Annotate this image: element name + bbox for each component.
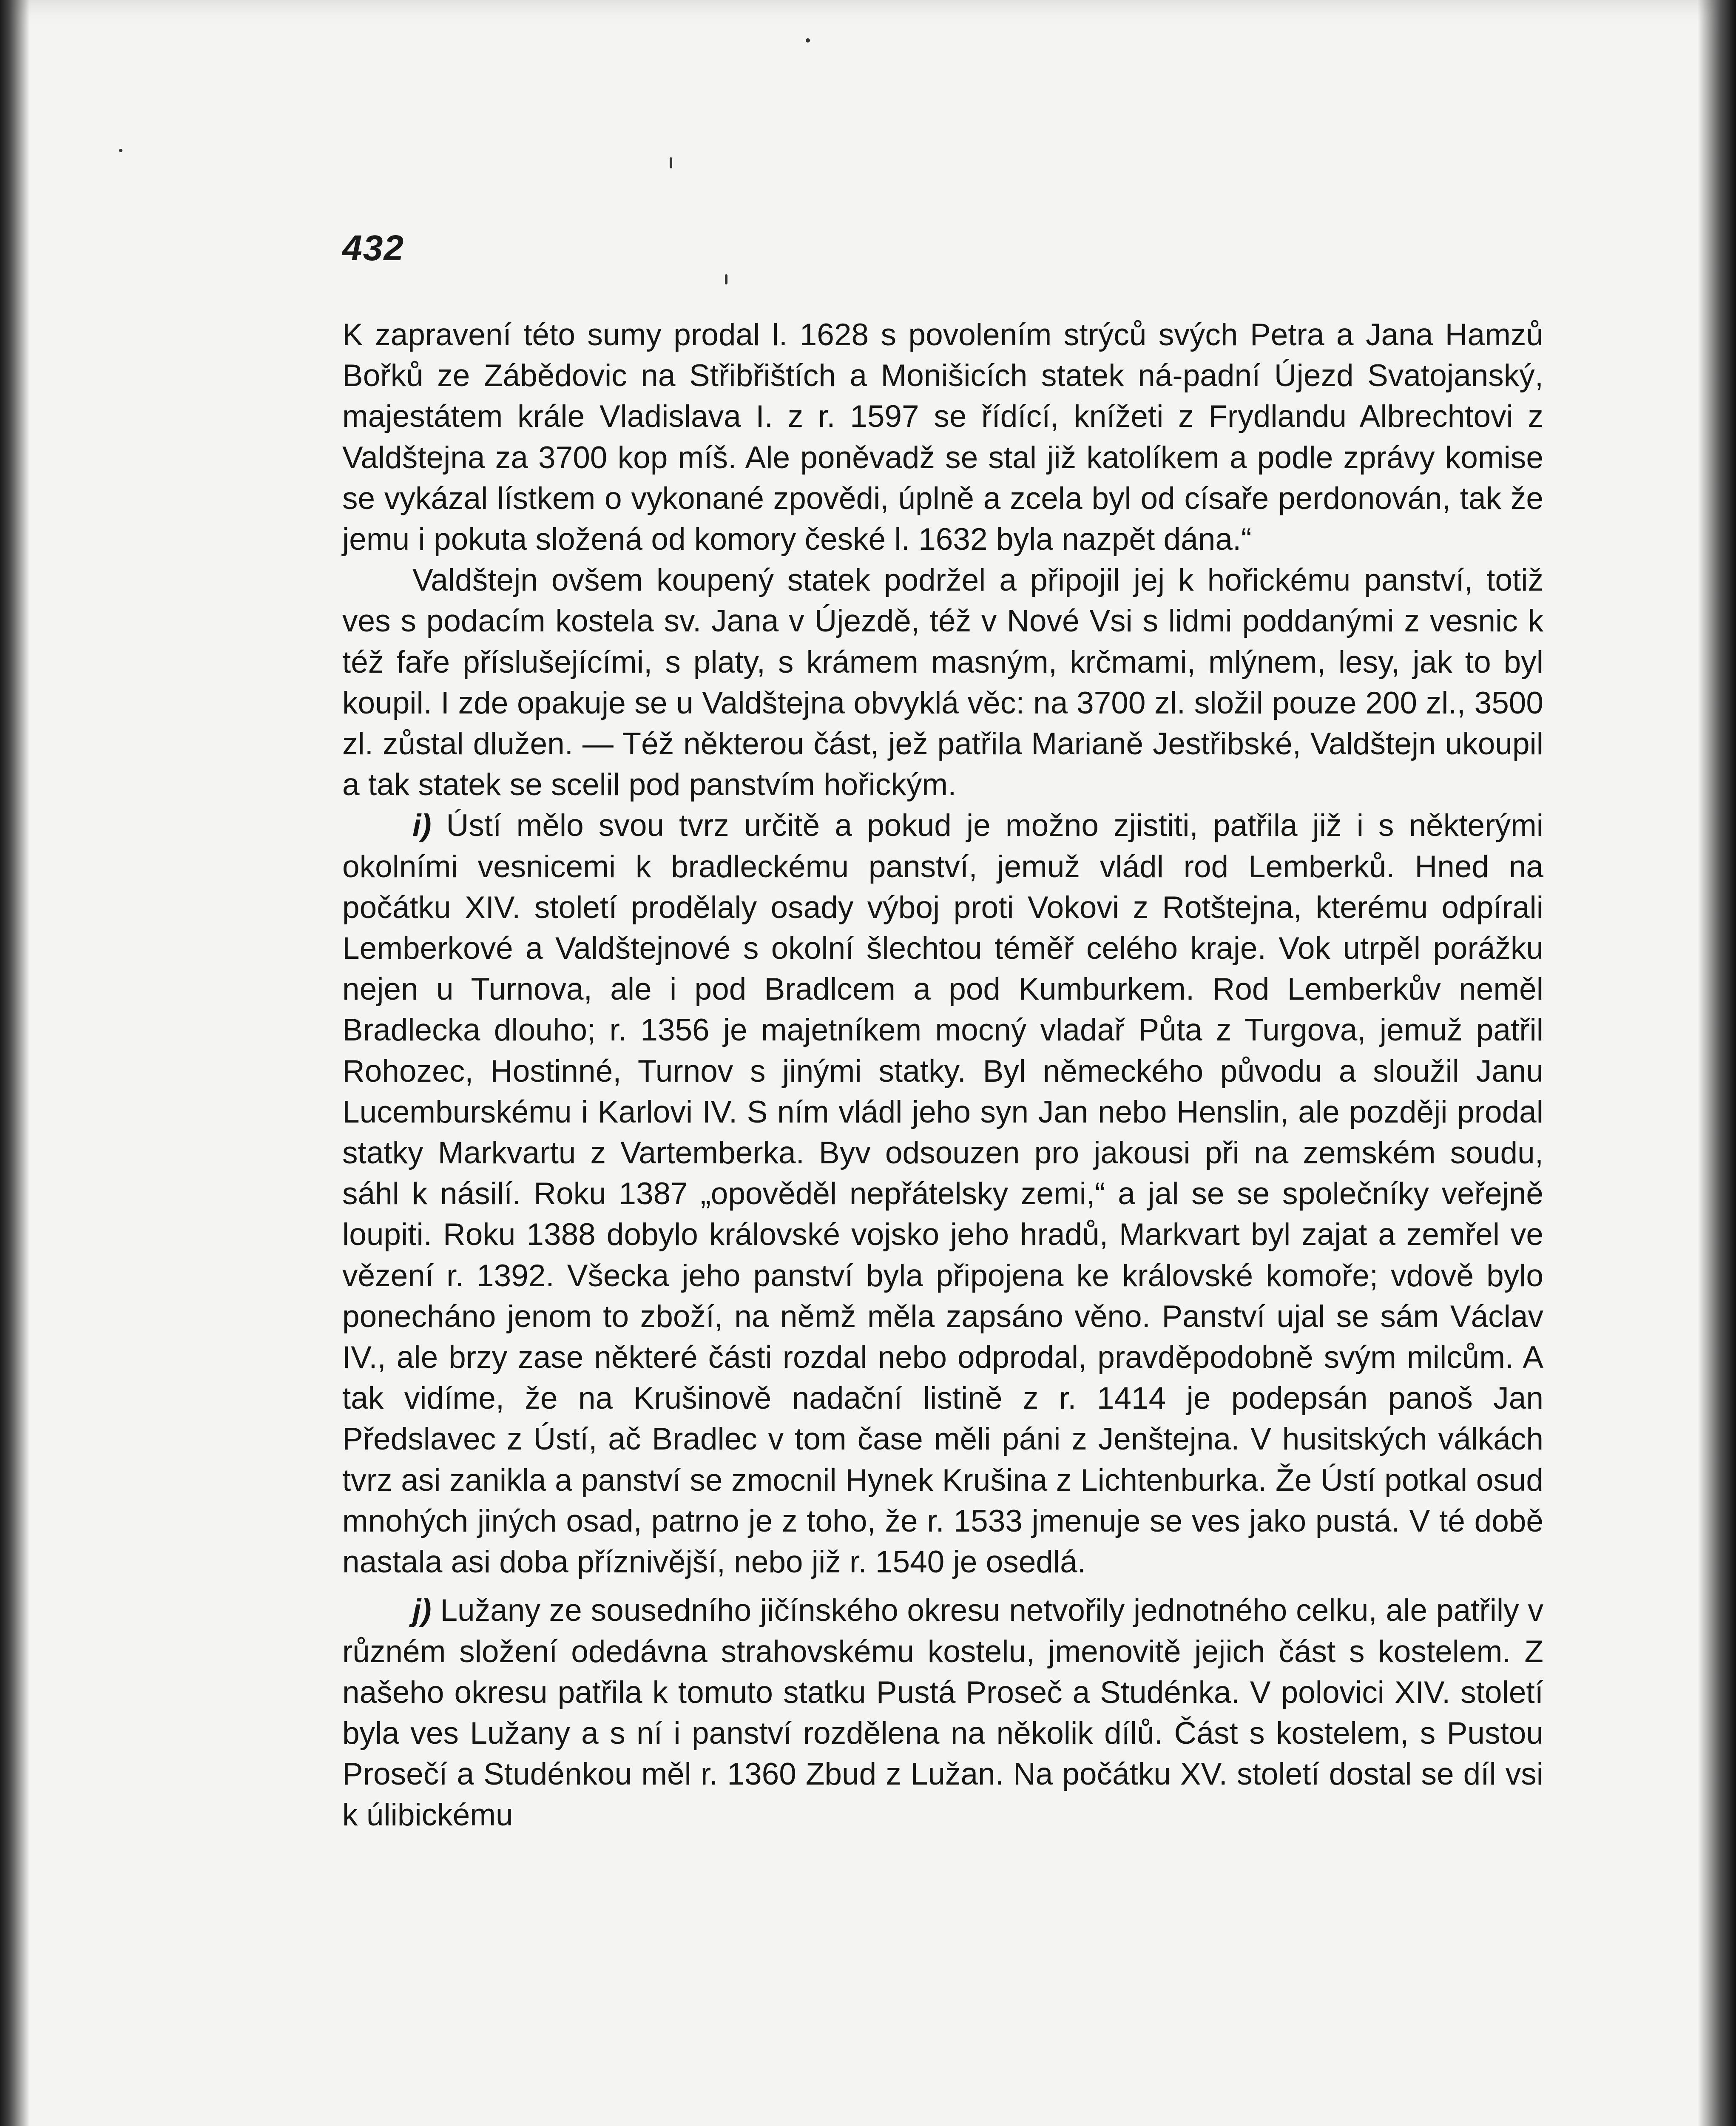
scan-speck <box>806 38 810 43</box>
paragraph-text: K zapravení této sumy prodal l. 1628 s povolením strýců svých Petra a Jana Hamzů Bořků ze Zábědovic na Střibřištích a Monišicích statek ná-padní Újezd Svatojanský, majestátem krále Vladislava I. z r. 1597 se řídící, knížeti z Frydlandu Albrechtovi z Valdštejna za 3700 kop míš. Ale poněvadž se stal již katolíkem a podle zprávy komise se vykázal lístkem o vykonané zpovědi, úplně a zcela byl od císaře perdonován, tak že jemu i pokuta složená od komory české l. 1632 byla nazpět dána.“ <box>342 318 1543 557</box>
section-label: j) <box>412 1593 432 1628</box>
paragraph <box>342 1590 1543 1836</box>
paragraph-text: Valdštejn ovšem koupený statek podržel a připojil jej k hořickému panství, totiž ves s podacím kostela sv. Jana v Újezdě, též v Nové Vsi s lidmi poddanými z vesnic k též faře příslušejícími, s platy, s krámem masným, krčmami, mlýnem, lesy, jak to byl koupil. I zde opakuje se u Valdštejna obvyklá věc: na 3700 zl. složil pouze 200 zl., 3500 zl. zůstal dlužen. — Též některou část, jež patřila Marianě Jestřibské, Valdštejn ukoupil a tak statek se scelil pod panstvím hořickým. <box>342 563 1543 802</box>
scan-edge-left <box>0 0 30 2126</box>
scan-speck <box>119 149 122 152</box>
paragraph <box>342 805 1543 1583</box>
paragraph <box>342 560 1543 805</box>
paragraph-text: Lužany ze sousedního jičínského okresu netvořily jednotného celku, ale patřily v různém složení odedávna strahovskému kostelu, jmenovitě jejich část s kostelem. Z našeho okresu patřila k tomuto statku Pustá Proseč a Studénka. V polovici XIV. století byla ves Lužany a s ní i panství rozdělena na několik dílů. Část s kostelem, s Pustou Prosečí a Studénkou měl r. 1360 Zbud z Lužan. Na počátku XV. století dostal se díl vsi k úlibickému <box>342 1593 1543 1833</box>
section-label: i) <box>412 808 432 843</box>
scan-speck <box>670 157 672 168</box>
paragraph-text: Ústí mělo svou tvrz určitě a pokud je možno zjistiti, patřila již i s některými okolními vesnicemi k bradleckému panství, jemuž vládl rod Lemberků. Hned na počátku XIV. století prodělaly osady výboj proti Vokovi z Rotštejna, kterému odpírali Lemberkové a Valdštejnové s okolní šlechtou téměř celého kraje. Vok utrpěl porážku nejen u Turnova, ale i pod Bradlcem a pod Kumburkem. Rod Lemberkův neměl Bradlecka dlouho; r. 1356 je majetníkem mocný vladař Půta z Turgova, jemuž patřil Rohozec, Hostinné, Turnov s jinými statky. Byl německého původu a sloužil Janu Lucemburskému i Karlovi IV. S ním vládl jeho syn Jan nebo Henslin, ale později prodal statky Markvartu z Vartemberka. Byv odsouzen pro jakousi při na zemském soudu, sáhl k násilí. Roku 1387 „opověděl nepřátelsky zemi,“ a jal se se společníky veřejně loupiti. Roku 1388 dobylo královské vojsko jeho hradů, Markvart byl zajat a zemřel ve vězení r. 1392. Všecka jeho panství byla připojena ke královské komoře; vdově bylo ponecháno jenom to zboží, na němž měla zapsáno věno. Panství ujal se sám Václav IV., ale brzy zase některé části rozdal nebo odprodal, pravděpodobně svým milcům. A tak vidíme, že na Krušinově nadační listině z r. 1414 je podepsán panoš Jan Předslavec z Ústí, ač Bradlec v tom čase měli páni z Jenštejna. V husitských válkách tvrz asi zanikla a panství se zmocnil Hynek Krušina z Lichtenburka. Že Ústí potkal osud mnohých jiných osad, patrno je z toho, že r. 1533 jmenuje se ves jako pustá. V té době nastala asi doba příznivější, nebo již r. 1540 je osedlá. <box>342 808 1543 1580</box>
scan-edge-right <box>1698 0 1736 2126</box>
page-number: 432 <box>342 228 405 268</box>
body-text <box>342 315 1543 1836</box>
paragraph <box>342 315 1543 560</box>
scan-speck <box>725 274 727 284</box>
